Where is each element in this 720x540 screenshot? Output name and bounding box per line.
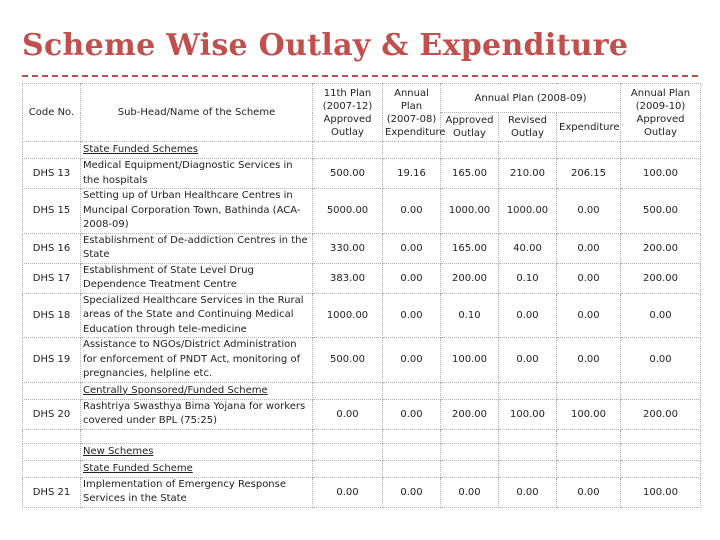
section-new-schemes [81, 443, 313, 460]
header-11th-plan-line2: (2007-12) [322, 100, 373, 112]
cell-ap0910-approved: 200.00 [621, 233, 701, 263]
row-code: DHS 13 [23, 159, 81, 189]
section-centrally-sponsored [81, 382, 313, 399]
cell-ap0809-approved: 200.00 [441, 263, 499, 293]
cell-ap0910-approved: 200.00 [621, 263, 701, 293]
cell-ap0708-expenditure: 19.16 [383, 159, 441, 189]
cell-ap0910-approved: 0.00 [621, 338, 701, 383]
table-row [23, 233, 701, 263]
table-row [23, 293, 701, 338]
header-name-label: Sub-Head/Name of the Scheme [117, 107, 276, 118]
row-name: Specialized Healthcare Services in the Rural areas of the State and Continuing Medical Education through tele-medicine [81, 293, 313, 338]
header-ap0708-line1: Annual Plan [394, 87, 429, 112]
cell-ap0809-approved: 1000.00 [441, 189, 499, 234]
cell-ap0708-expenditure: 0.00 [383, 233, 441, 263]
row-code: DHS 20 [23, 399, 81, 429]
header-ap0910-line1: Annual Plan [630, 87, 691, 99]
cell-ap0809-expenditure: 0.00 [557, 477, 621, 507]
cell-ap0809-approved: 165.00 [441, 233, 499, 263]
header-11th-plan-line1: 11th Plan [323, 87, 372, 99]
header-11th-plan [313, 84, 383, 142]
header-ap0708-line3: Expenditure [385, 126, 446, 138]
page-title: Scheme Wise Outlay & Expenditure [22, 28, 629, 63]
row-code: DHS 21 [23, 477, 81, 507]
cell-ap0708-expenditure: 0.00 [383, 189, 441, 234]
cell-ap0910-approved: 100.00 [621, 159, 701, 189]
cell-ap0708-expenditure: 0.00 [383, 263, 441, 293]
section-label: Centrally Sponsored/Funded Scheme [83, 384, 268, 396]
section-row [23, 460, 701, 477]
table-row [23, 159, 701, 189]
cell-ap0809-expenditure: 0.00 [557, 293, 621, 338]
cell-ap0809-revised: 0.00 [499, 338, 557, 383]
table-row [23, 189, 701, 234]
cell-ap0910-approved: 100.00 [621, 477, 701, 507]
row-code: DHS 17 [23, 263, 81, 293]
table-row [23, 477, 701, 507]
section-label: New Schemes [83, 445, 154, 457]
cell-ap0708-expenditure: 0.00 [383, 338, 441, 383]
cell-ap0809-expenditure: 100.00 [557, 399, 621, 429]
header-name [81, 84, 313, 142]
cell-11th-plan: 383.00 [313, 263, 383, 293]
section-state-funded-new [81, 460, 313, 477]
cell-11th-plan: 1000.00 [313, 293, 383, 338]
row-code: DHS 18 [23, 293, 81, 338]
cell-ap0809-approved: 0.10 [441, 293, 499, 338]
header-ap0910-line2: (2009-10) [635, 100, 686, 112]
header-ap0809-revised: Revised Outlay [499, 113, 557, 142]
header-ap0910-line4: Outlay [644, 126, 678, 138]
row-code: DHS 15 [23, 189, 81, 234]
cell-ap0708-expenditure: 0.00 [383, 399, 441, 429]
cell-ap0910-approved: 0.00 [621, 293, 701, 338]
cell-11th-plan: 330.00 [313, 233, 383, 263]
cell-ap0910-approved: 200.00 [621, 399, 701, 429]
section-row [23, 382, 701, 399]
table-row [23, 263, 701, 293]
cell-ap0809-approved: 0.00 [441, 477, 499, 507]
cell-ap0809-expenditure: 206.15 [557, 159, 621, 189]
section-label: State Funded Scheme [83, 462, 193, 474]
row-name: Implementation of Emergency Response Services in the State [81, 477, 313, 507]
row-name: Establishment of State Level Drug Dependence Treatment Centre [81, 263, 313, 293]
header-ap0708-line2: (2007-08) [386, 113, 437, 125]
table-row [23, 338, 701, 383]
cell-ap0809-expenditure: 0.00 [557, 189, 621, 234]
row-name: Medical Equipment/Diagnostic Services in the hospitals [81, 159, 313, 189]
outlay-table [22, 83, 701, 508]
cell-11th-plan: 5000.00 [313, 189, 383, 234]
cell-ap0809-expenditure: 0.00 [557, 263, 621, 293]
cell-ap0809-revised: 210.00 [499, 159, 557, 189]
row-code: DHS 19 [23, 338, 81, 383]
cell-ap0708-expenditure: 0.00 [383, 477, 441, 507]
row-name: Assistance to NGOs/District Administration for enforcement of PNDT Act, monitoring of pregnancies, helpline etc. [81, 338, 313, 383]
header-ap0809-approved: Approved Outlay [441, 113, 499, 142]
header-11th-plan-line4: Outlay [331, 126, 364, 138]
cell-ap0809-revised: 1000.00 [499, 189, 557, 234]
cell-ap0910-approved: 500.00 [621, 189, 701, 234]
cell-ap0809-revised: 40.00 [499, 233, 557, 263]
cell-ap0809-revised: 0.00 [499, 477, 557, 507]
section-label: State Funded Schemes [83, 144, 198, 155]
header-annual-plan-2008-09 [441, 84, 621, 113]
cell-ap0809-expenditure: 0.00 [557, 233, 621, 263]
row-name: Establishment of De-addiction Centres in the State [81, 233, 313, 263]
cell-11th-plan: 0.00 [313, 477, 383, 507]
row-name: Setting up of Urban Healthcare Centres in Muncipal Corporation Town, Bathinda (ACA-2008-09) [81, 189, 313, 234]
header-ap0809-expenditure: Expenditure [557, 113, 621, 142]
title-divider [22, 75, 698, 77]
table-row [23, 399, 701, 429]
header-11th-plan-line3: Approved [323, 113, 372, 125]
cell-ap0809-revised: 0.00 [499, 293, 557, 338]
spacer-row [23, 429, 701, 443]
header-annual-plan-2007-08 [383, 84, 446, 142]
cell-ap0809-revised: 100.00 [499, 399, 557, 429]
header-code-label: Code No. [28, 107, 75, 118]
cell-ap0809-approved: 200.00 [441, 399, 499, 429]
cell-ap0809-approved: 100.00 [441, 338, 499, 383]
cell-ap0708-expenditure: 0.00 [383, 293, 441, 338]
row-code: DHS 16 [23, 233, 81, 263]
cell-11th-plan: 500.00 [313, 159, 383, 189]
cell-ap0809-expenditure: 0.00 [557, 338, 621, 383]
header-code [23, 84, 81, 142]
header-ap0910-line3: Approved [636, 113, 685, 125]
header-annual-plan-2009-10 [621, 84, 701, 142]
header-ap0809-group-label: Annual Plan (2008-09) [474, 92, 587, 104]
section-row [23, 142, 701, 159]
cell-ap0809-approved: 165.00 [441, 159, 499, 189]
section-row [23, 443, 701, 460]
cell-11th-plan: 0.00 [313, 399, 383, 429]
cell-ap0809-revised: 0.10 [499, 263, 557, 293]
section-state-funded [81, 142, 313, 159]
row-name: Rashtriya Swasthya Bima Yojana for workers covered under BPL (75:25) [81, 399, 313, 429]
cell-11th-plan: 500.00 [313, 338, 383, 383]
